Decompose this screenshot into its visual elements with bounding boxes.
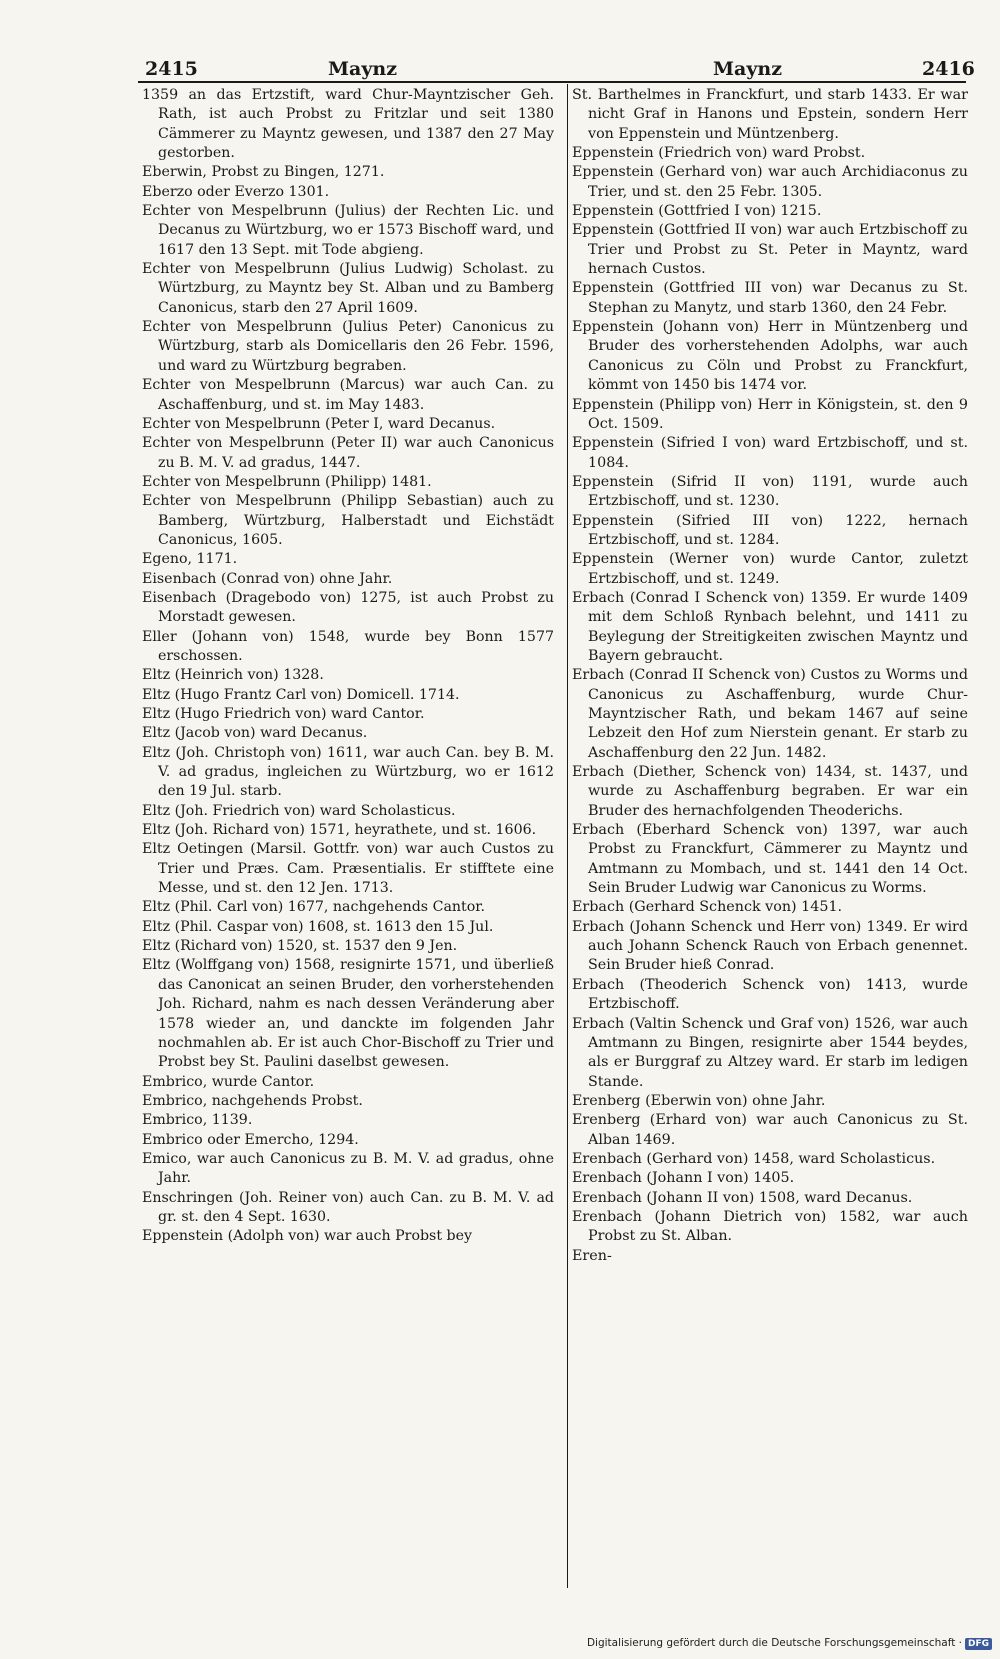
entry: Eppenstein (Adolph von) war auch Probst bey: [142, 1228, 473, 1245]
entry: St. Barthelmes in Franckfurt, und starb 1433. Er war nicht Graf in Hanons und Epstein, sondern Herr von Eppenstein und Müntzenberg.: [572, 87, 968, 142]
page-number-right: 2416: [922, 58, 975, 80]
entry: Eppenstein (Philipp von) Herr in Königstein, st. den 9 Oct. 1509.: [572, 396, 968, 432]
right-column: [572, 86, 968, 1588]
entry: Eppenstein (Werner von) wurde Cantor, zuletzt Ertzbischoff, und st. 1249.: [572, 551, 968, 587]
dfg-logo: DFG: [965, 1638, 992, 1650]
entry: Eberzo oder Everzo 1301.: [142, 183, 330, 200]
entry: Echter von Mespelbrunn (Marcus) war auch Can. zu Aschaffenburg, und st. im May 1483.: [142, 377, 554, 413]
running-title-right: Maynz: [713, 58, 782, 80]
entry: Echter von Mespelbrunn (Philipp) 1481.: [142, 473, 432, 490]
entry: Eltz (Phil. Carl von) 1677, nachgehends Cantor.: [142, 899, 486, 916]
entry: Echter von Mespelbrunn (Julius Ludwig) Scholast. zu Würtzburg, zu Mayntz bey St. Alban und zu Bamberg Canonicus, starb den 27 April 1609.: [142, 261, 554, 316]
entry: Eberwin, Probst zu Bingen, 1271.: [142, 164, 385, 181]
entry: Eppenstein (Gottfried I von) 1215.: [572, 203, 822, 220]
column-divider: [567, 84, 568, 1588]
entry: Erenberg (Erhard von) war auch Canonicus zu St. Alban 1469.: [572, 1112, 968, 1148]
entry: Echter von Mespelbrunn (Peter I, ward Decanus.: [142, 415, 496, 432]
entry: Eltz (Joh. Christoph von) 1611, war auch Can. bey B. M. V. ad gradus, ingleichen zu Würtzburg, wo er 1612 den 19 Jul. starb.: [142, 744, 554, 800]
entry: Eltz (Joh. Friedrich von) ward Scholasticus.: [142, 802, 456, 819]
entry: Embrico oder Emercho, 1294.: [142, 1131, 359, 1148]
entry: Echter von Mespelbrunn (Peter II) war auch Canonicus zu B. M. V. ad gradus, 1447.: [142, 435, 554, 471]
entry: Embrico, nachgehends Probst.: [142, 1092, 363, 1109]
entry: Erbach (Gerhard Schenck von) 1451.: [572, 899, 843, 916]
entry: Erbach (Diether, Schenck von) 1434, st. 1437, und wurde zu Aschaffenburg begraben. Er war ein Bruder des hernachfolgenden Theoderichs.: [572, 764, 968, 819]
entry: Erbach (Conrad I Schenck von) 1359. Er wurde 1409 mit dem Schloß Rynbach belehnt, und 1411 zu Beylegung der Streitigkeiten zwischen Mayntz und Bayern gebraucht.: [572, 589, 968, 664]
entry: Eren-: [572, 1247, 612, 1264]
entry: Eltz (Hugo Friedrich von) ward Cantor.: [142, 706, 425, 722]
entry: Erenbach (Johann I von) 1405.: [572, 1170, 795, 1187]
running-title-left: Maynz: [328, 58, 397, 80]
entry: Eltz (Wolffgang von) 1568, resignirte 1571, und überließ das Canonicat an seinen Bruder, den vorherstehenden Joh. Richard, nahm es nach dessen Veränderung aber 1578 wieder an, und danckte im folgenden Jahr nochmahlen ab. Er ist auch Chor-Bischoff zu Trier und Probst bey St. Paulini daselbst gewesen.: [142, 957, 554, 1071]
entry: Erbach (Johann Schenck und Herr von) 1349. Er wird auch Johann Schenck Rauch von Erbach genennet. Sein Bruder hieß Conrad.: [572, 918, 968, 974]
entry: 1359 an das Ertzstift, ward Chur-Mayntzischer Geh. Rath, ist auch Probst zu Fritzlar und seit 1380 Cämmerer zu Mayntz gewesen, und 1387 den 27 May gestorben.: [142, 87, 554, 162]
entry: Egeno, 1171.: [142, 551, 238, 568]
entry: Eisenbach (Dragebodo von) 1275, ist auch Probst zu Morstadt gewesen.: [142, 589, 554, 626]
entry: Erbach (Conrad II Schenck von) Custos zu Worms und Canonicus zu Aschaffenburg, wurde Chur-Mayntzischer Rath, und bekam 1467 auf seine Lebzeit den Hof zum Nierstein genant. Er starb zu Aschaffenburg den 22 Jun. 1482.: [572, 667, 968, 761]
entry: Eltz (Richard von) 1520, st. 1537 den 9 Jen.: [142, 938, 458, 955]
entry: Eppenstein (Gottfried II von) war auch Ertzbischoff zu Trier und Probst zu St. Peter in Mayntz, ward hernach Custos.: [572, 222, 968, 278]
entry: Eppenstein (Friedrich von) ward Probst.: [572, 145, 866, 162]
entry: Echter von Mespelbrunn (Julius) der Rechten Lic. und Decanus zu Würtzburg, wo er 1573 Bischoff ward, und 1617 den 13 Sept. mit Tode abgieng.: [142, 203, 554, 258]
header-rule: [138, 81, 966, 83]
entry: Erenbach (Johann Dietrich von) 1582, war auch Probst zu St. Alban.: [572, 1208, 968, 1245]
entry: Eltz (Joh. Richard von) 1571, heyrathete, und st. 1606.: [142, 822, 537, 839]
entry: Echter von Mespelbrunn (Julius Peter) Canonicus zu Würtzburg, starb als Domicellaris den 26 Febr. 1596, und ward zu Würtzburg begraben.: [142, 319, 554, 374]
entry: Eisenbach (Conrad von) ohne Jahr.: [142, 570, 393, 587]
entry: Echter von Mespelbrunn (Philipp Sebastian) auch zu Bamberg, Würtzburg, Halberstadt und Eichstädt Canonicus, 1605.: [142, 493, 554, 548]
entry: Erenbach (Johann II von) 1508, ward Decanus.: [572, 1189, 913, 1206]
entry: Enschringen (Joh. Reiner von) auch Can. zu B. M. V. ad gr. st. den 4 Sept. 1630.: [142, 1189, 554, 1225]
entry: Eppenstein (Gottfried III von) war Decanus zu St. Stephan zu Manytz, und starb 1360, den 24 Febr.: [572, 280, 968, 316]
entry: Eltz (Heinrich von) 1328.: [142, 667, 324, 684]
entry: Eltz Oetingen (Marsil. Gottfr. von) war auch Custos zu Trier und Præs. Cam. Præsentialis. Er stifftete eine Messe, und st. den 12 Jen. 1713.: [142, 841, 554, 897]
entry: Eppenstein (Johann von) Herr in Müntzenberg und Bruder des vorherstehenden Adolphs, war auch Canonicus zu Cöln und Probst zu Franckfurt, kömmt von 1450 bis 1474 vor.: [572, 319, 968, 394]
entry: Eltz (Jacob von) ward Decanus.: [142, 725, 368, 742]
entry: Erenberg (Eberwin von) ohne Jahr.: [572, 1092, 826, 1109]
entry: Erbach (Valtin Schenck und Graf von) 1526, war auch Amtmann zu Bingen, resignirte aber 1544 beydes, als er Burggraf zu Altzey ward. Er starb im ledigen Stande.: [572, 1015, 968, 1090]
entry: Eppenstein (Sifrid II von) 1191, wurde auch Ertzbischoff, und st. 1230.: [572, 473, 968, 510]
left-column: [142, 86, 554, 1588]
entry: Eltz (Hugo Frantz Carl von) Domicell. 1714.: [142, 686, 460, 703]
entry: Erenbach (Gerhard von) 1458, ward Scholasticus.: [572, 1150, 936, 1167]
entry: Embrico, 1139.: [142, 1112, 253, 1129]
page-number-left: 2415: [145, 58, 198, 80]
entry: Eppenstein (Gerhard von) war auch Archidiaconus zu Trier, und st. den 25 Febr. 1305.: [572, 164, 968, 200]
digitization-credit: Digitalisierung gefördert durch die Deutsche Forschungsgemeinschaft ·: [586, 1637, 962, 1649]
entry: Erbach (Eberhard Schenck von) 1397, war auch Probst zu Franckfurt, Cämmerer zu Mayntz und Amtmann zu Mombach, und st. 1441 den 14 Oct. Sein Bruder Ludwig war Canonicus zu Worms.: [572, 822, 968, 897]
entry: Eppenstein (Sifried III von) 1222, hernach Ertzbischoff, und st. 1284.: [572, 512, 968, 548]
entry: Eltz (Phil. Caspar von) 1608, st. 1613 den 15 Jul.: [142, 918, 494, 935]
entry: Embrico, wurde Cantor.: [142, 1073, 315, 1090]
entry: Erbach (Theoderich Schenck von) 1413, wurde Ertzbischoff.: [572, 976, 968, 1013]
entry: Eller (Johann von) 1548, wurde bey Bonn 1577 erschossen.: [142, 628, 554, 664]
entry: Emico, war auch Canonicus zu B. M. V. ad gradus, ohne Jahr.: [142, 1150, 554, 1187]
entry: Eppenstein (Sifried I von) ward Ertzbischoff, und st. 1084.: [572, 435, 968, 471]
